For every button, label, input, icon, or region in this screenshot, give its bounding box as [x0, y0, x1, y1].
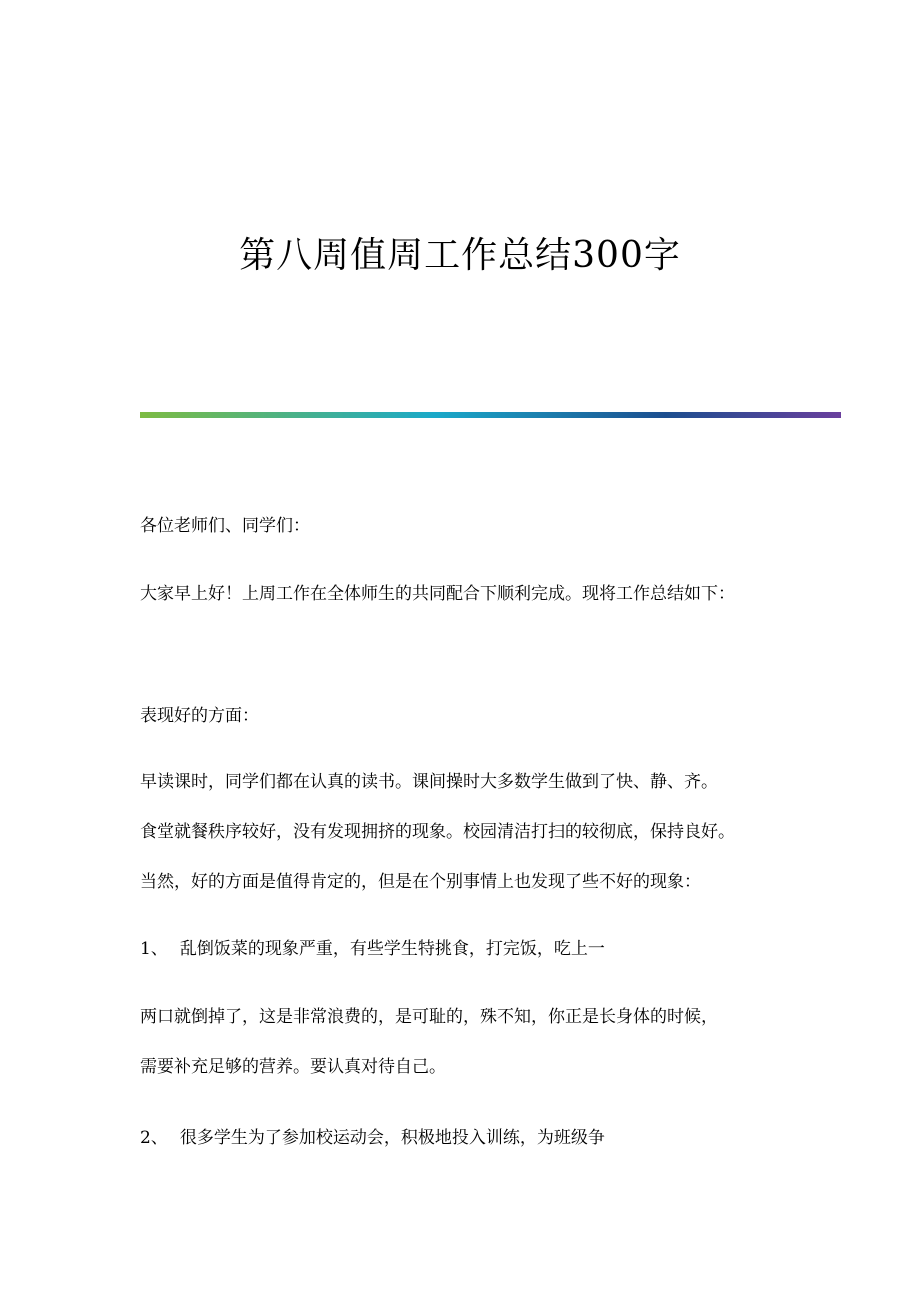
good-aspects-heading: 表现好的方面： — [140, 706, 259, 726]
intro-paragraph: 大家早上好！上周工作在全体师生的共同配合下顺利完成。现将工作总结如下： — [140, 584, 735, 604]
list-item-2 — [140, 1124, 840, 1152]
greeting: 各位老师们、同学们： — [140, 516, 310, 536]
good-line-2: 食堂就餐秩序较好，没有发现拥挤的现象。校园清洁打扫的较彻底，保持良好。 — [140, 822, 735, 842]
list-item-number: 2、 — [140, 1128, 168, 1148]
list-item-number: 1、 — [140, 939, 168, 959]
list-item-text: 乱倒饭菜的现象严重，有些学生特挑食，打完饭，吃上一 — [179, 939, 605, 959]
document-title: 第八周值周工作总结300字 — [239, 235, 681, 276]
list-item-1-continuation-1: 两口就倒掉了，这是非常浪费的，是可耻的，殊不知，你正是长身体的时候， — [140, 1007, 718, 1027]
list-item-1 — [140, 935, 840, 963]
good-line-1: 早读课时，同学们都在认真的读书。课间操时大多数学生做到了快、静、齐。 — [140, 772, 718, 792]
list-item-text: 很多学生为了参加校运动会，积极地投入训练，为班级争 — [179, 1128, 605, 1148]
good-line-3: 当然，好的方面是值得肯定的，但是在个别事情上也发现了些不好的现象： — [140, 872, 701, 892]
title-divider — [140, 412, 841, 418]
list-item-1-continuation-2: 需要补充足够的营养。要认真对待自己。 — [140, 1057, 446, 1077]
